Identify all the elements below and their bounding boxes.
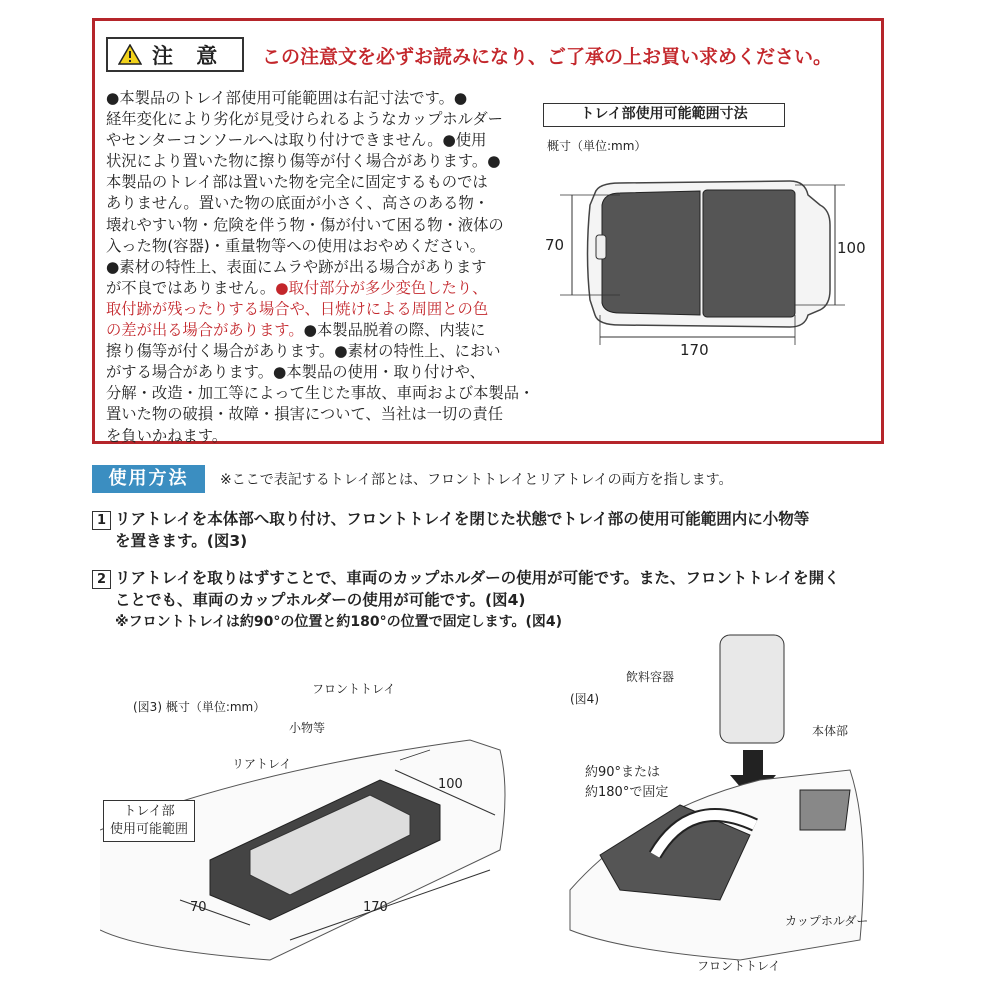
warning-line: ありません。置いた物の底面が小さく、高さのある物・ <box>106 194 490 213</box>
fig3-dim-170: 170 <box>363 900 388 915</box>
fig4-front-tray-label: フロントトレイ <box>697 959 781 973</box>
fig4-drink-label: 飲料容器 <box>626 670 675 684</box>
warning-line: ●本製品のトレイ部使用可能範囲は右記寸法です。● <box>106 89 468 107</box>
label-line: トレイ部 <box>123 804 175 819</box>
fig4-title: (図4) <box>570 692 599 706</box>
caution-label: 注 意 <box>152 43 226 68</box>
fig4-angle-label <box>585 763 668 803</box>
fig3-dim-100: 100 <box>438 777 463 792</box>
step-2 <box>92 567 840 633</box>
warning-line: やセンターコンソールへは取り付けできません。●使用 <box>106 131 487 150</box>
fig4-cup-holder-label: カップホルダー <box>785 914 869 928</box>
fig3-title: (図3) 概寸（単位:mm） <box>133 700 266 714</box>
warning-line: 入った物(容器)・重量物等への使用はおやめください。 <box>106 236 486 255</box>
step-number: 1 <box>92 511 111 530</box>
warning-line: 置いた物の破損・故障・損害について、当社は一切の責任 <box>106 405 504 424</box>
warning-line: 壊れやすい物・危険を伴う物・傷が付いて困る物・液体の <box>106 215 504 234</box>
warning-segment-red: ●取付部分が多少変色したり、 <box>275 278 488 297</box>
warning-line: 経年変化により劣化が見受けられるようなカップホルダー <box>106 110 503 129</box>
howto-badge: 使用方法 <box>92 465 205 493</box>
step-number: 2 <box>92 570 111 589</box>
label-line: 使用可能範囲 <box>110 822 189 837</box>
warning-line-red: 取付跡が残ったりする場合や、日焼けによる周囲との色 <box>106 299 489 318</box>
warning-line: 状況により置いた物に擦り傷等が付く場合があります。● <box>106 152 501 171</box>
step-text: リアトレイを取りはずすことで、車両のカップホルダーの使用が可能です。また、フロントトレイを開く <box>115 569 840 587</box>
dim-170: 170 <box>680 341 709 359</box>
warning-segment-red: の差が出る場合があります。 <box>106 321 304 340</box>
dim-100: 100 <box>837 239 866 257</box>
fig3-dim-70: 70 <box>190 900 207 915</box>
caution-heading: この注意文を必ずお読みになり、ご了承の上お買い求めください。 <box>262 46 833 68</box>
warning-segment: が不良ではありません。 <box>106 278 276 297</box>
fig3-front-tray-label: フロントトレイ <box>312 682 396 696</box>
warning-text <box>106 88 534 447</box>
figure-3-illustration <box>100 730 520 970</box>
label-line: 約90°または <box>585 765 661 780</box>
warning-triangle-icon <box>118 44 142 65</box>
dim-70: 70 <box>545 236 565 254</box>
step-note: ※フロントトレイは約90°の位置と約180°の位置で固定します。(図4) <box>115 614 563 630</box>
dimension-note: 概寸（単位:mm） <box>547 139 647 153</box>
howto-note: ※ここで表記するトレイ部とは、フロントトレイとリアトレイの両方を指します。 <box>220 472 733 488</box>
tray-dimension-diagram <box>540 165 880 365</box>
fig4-body-label: 本体部 <box>812 724 849 738</box>
warning-line: 本製品のトレイ部は置いた物を完全に固定するものでは <box>106 173 488 192</box>
warning-line: 擦り傷等が付く場合があります。●素材の特性上、におい <box>106 342 501 361</box>
warning-line: 分解・改造・加工等によって生じた事故、車両および本製品・ <box>106 384 535 403</box>
warning-line: ●素材の特性上、表面にムラや跡が出る場合があります <box>106 257 487 276</box>
warning-line: がする場合があります。●本製品の使用・取り付けや、 <box>106 363 485 382</box>
warning-segment: ●本製品脱着の際、内装に <box>303 321 486 340</box>
step-text: を置きます。(図3) <box>115 532 248 550</box>
label-line: 約180°で固定 <box>585 785 669 800</box>
caution-badge <box>106 37 244 72</box>
warning-line <box>106 320 534 341</box>
fig3-small-items-label: 小物等 <box>289 721 326 735</box>
fig3-usable-area-label <box>103 800 195 842</box>
warning-line: を負いかねます。 <box>106 426 228 445</box>
warning-line <box>106 278 534 299</box>
step-1 <box>92 508 809 552</box>
dimension-title: トレイ部使用可能範囲寸法 <box>543 103 785 127</box>
fig3-rear-tray-label: リアトレイ <box>232 757 292 771</box>
step-text: ことでも、車両のカップホルダーの使用が可能です。(図4) <box>115 591 526 609</box>
step-text: リアトレイを本体部へ取り付け、フロントトレイを閉じた状態でトレイ部の使用可能範囲内に小物等 <box>115 510 810 528</box>
